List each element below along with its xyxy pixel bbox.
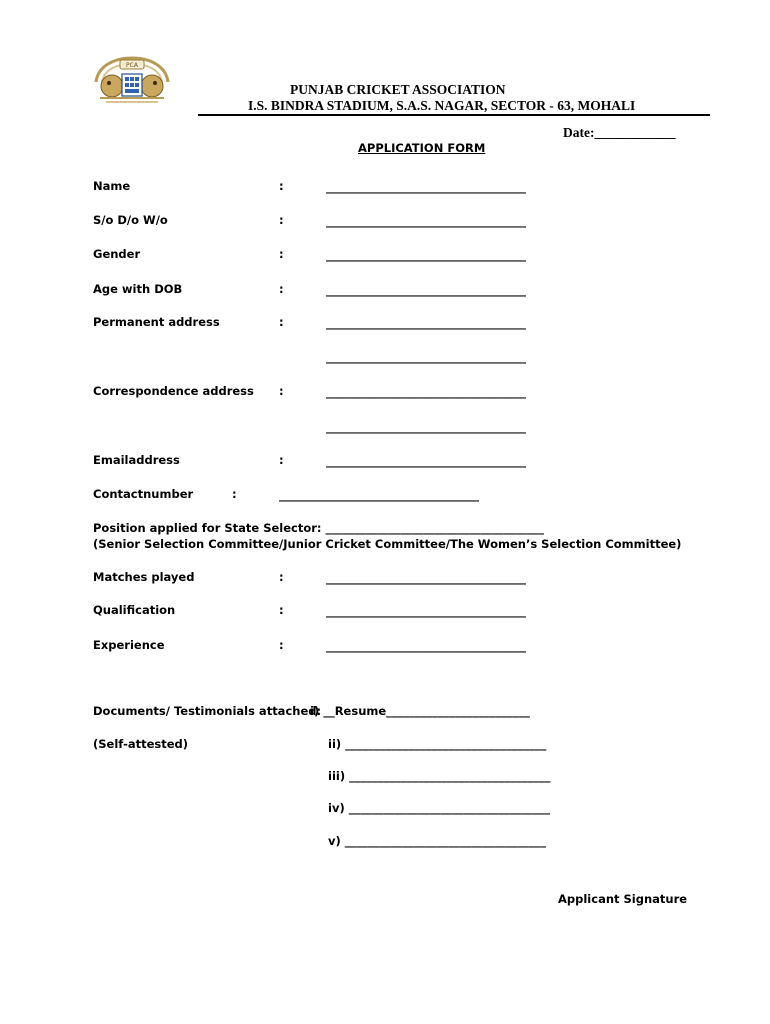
contact-colon: : [232, 487, 237, 501]
email-label: Emailaddress [93, 453, 180, 467]
correspondence-address-colon: : [279, 384, 284, 398]
qualification-field[interactable]: ______________________________________ [326, 604, 526, 618]
header-divider [198, 114, 710, 116]
document-field-5[interactable]: v) ___________________________________ [328, 834, 547, 848]
correspondence-address-field-2[interactable]: ______________________________________ [326, 420, 526, 434]
org-address: I.S. BINDRA STADIUM, S.A.S. NAGAR, SECTOR - 63, MOHALI [248, 98, 636, 113]
correspondence-address-field-1[interactable]: ______________________________________ [326, 385, 526, 399]
qualification-colon: : [279, 603, 284, 617]
email-colon: : [279, 453, 284, 467]
document-field-4[interactable]: iv) ___________________________________ [328, 801, 550, 815]
svg-text:PCA: PCA [126, 62, 138, 69]
age-dob-field[interactable]: ______________________________________ [326, 283, 526, 297]
name-label: Name [93, 179, 131, 193]
applicant-signature-label: Applicant Signature [558, 892, 688, 906]
gender-colon: : [279, 247, 284, 261]
relation-field[interactable]: ______________________________________ [326, 214, 526, 228]
matches-label: Matches played [93, 570, 195, 584]
correspondence-address-label: Correspondence address [93, 384, 254, 398]
documents-label: Documents/ Testimonials attached: [93, 704, 322, 718]
relation-colon: : [279, 213, 284, 227]
permanent-address-label: Permanent address [93, 315, 220, 329]
matches-colon: : [279, 570, 284, 584]
position-note: (Senior Selection Committee/Junior Cricket Committee/The Women’s Selection Committee) [93, 537, 682, 551]
document-field-3[interactable]: iii) ___________________________________ [328, 769, 551, 783]
name-field[interactable]: ______________________________________ [326, 180, 526, 194]
form-title: APPLICATION FORM [358, 141, 486, 155]
qualification-label: Qualification [93, 603, 176, 617]
document-field-2[interactable]: ii) ___________________________________ [328, 737, 547, 751]
pca-logo [92, 52, 172, 108]
permanent-address-colon: : [279, 315, 284, 329]
gender-field[interactable]: ______________________________________ [326, 248, 526, 262]
age-dob-label: Age with DOB [93, 282, 183, 296]
age-dob-colon: : [279, 282, 284, 296]
experience-label: Experience [93, 638, 165, 652]
contact-field[interactable]: ______________________________________ [279, 488, 479, 502]
name-colon: : [279, 179, 284, 193]
date-field[interactable]: Date:____________ [563, 125, 676, 140]
document-field-1[interactable]: i) __Resume_________________________ [310, 704, 530, 718]
experience-field[interactable]: ______________________________________ [326, 639, 526, 653]
contact-label: Contactnumber [93, 487, 194, 501]
relation-label: S/o D/o W/o [93, 213, 168, 227]
position-field[interactable]: Position applied for State Selector: ______________________________________ [93, 521, 545, 535]
org-name: PUNJAB CRICKET ASSOCIATION [290, 82, 506, 97]
email-field[interactable]: ______________________________________ [326, 454, 526, 468]
permanent-address-field-2[interactable]: ______________________________________ [326, 350, 526, 364]
self-attested-note: (Self-attested) [93, 737, 189, 751]
gender-label: Gender [93, 247, 141, 261]
permanent-address-field-1[interactable]: ______________________________________ [326, 316, 526, 330]
matches-field[interactable]: ______________________________________ [326, 571, 526, 585]
experience-colon: : [279, 638, 284, 652]
